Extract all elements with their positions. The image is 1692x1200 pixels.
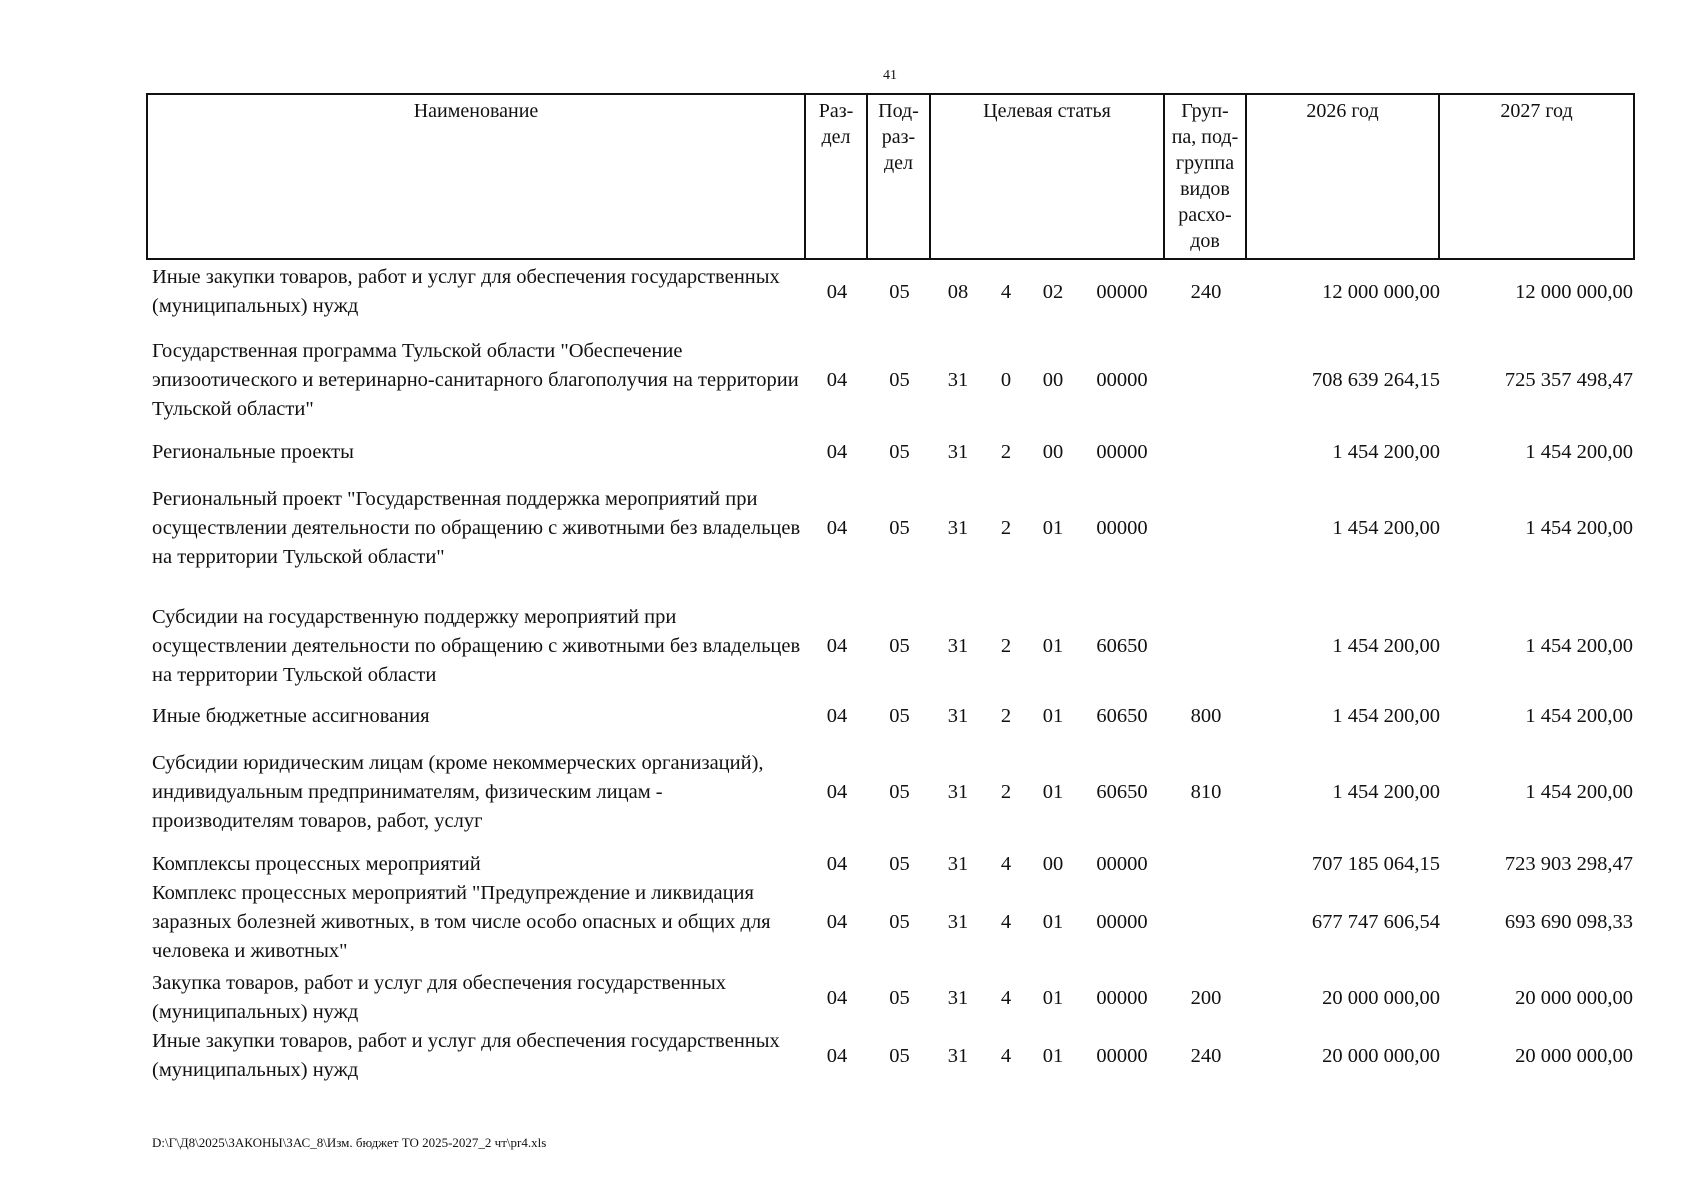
footer-file-path: D:\Г\Д8\2025\ЗАКОНЫ\ЗАС_8\Изм. бюджет ТО 2025-2027_2 чт\pr4.xls (152, 1135, 547, 1150)
row-target-2: 4 (1000, 280, 1012, 303)
header-name: Наименование (147, 94, 805, 259)
row-amount-2027: 1 454 200,00 (1525, 440, 1633, 463)
row-name: Иные бюджетные ассигнования (152, 704, 430, 727)
row-name: Региональный проект "Государственная поддержка мероприятий при осуществлении деятельности по обращению с животными без владельцев на территории Тульской области" (152, 487, 801, 568)
row-amount-2026: 12 000 000,00 (1322, 280, 1440, 303)
row-razdel: 04 (826, 368, 848, 391)
row-target-1: 31 (947, 1044, 969, 1067)
row-target-2: 2 (1000, 780, 1012, 803)
row-razdel: 04 (826, 280, 848, 303)
row-target-3: 00 (1042, 368, 1064, 391)
row-target-4: 60650 (1096, 780, 1148, 803)
row-amount-2027: 1 454 200,00 (1525, 780, 1633, 803)
row-group: 240 (1190, 280, 1222, 303)
row-razdel: 04 (826, 852, 848, 875)
row-amount-2026: 1 454 200,00 (1332, 704, 1440, 727)
row-podrazdel: 05 (889, 852, 910, 875)
row-target-4: 00000 (1096, 1044, 1148, 1067)
table-row (146, 336, 1633, 424)
row-target-4: 00000 (1096, 440, 1148, 463)
row-amount-2027: 20 000 000,00 (1515, 1044, 1633, 1067)
row-target-2: 0 (1000, 368, 1012, 391)
row-razdel: 04 (826, 1044, 848, 1067)
table-row (146, 262, 1633, 322)
row-target-4: 00000 (1096, 986, 1148, 1009)
row-target-1: 31 (947, 704, 969, 727)
row-target-4: 00000 (1096, 280, 1148, 303)
row-razdel: 04 (826, 516, 848, 539)
row-target-2: 2 (1000, 704, 1012, 727)
row-target-3: 01 (1042, 1044, 1064, 1067)
row-target-4: 00000 (1096, 910, 1148, 933)
row-podrazdel: 05 (889, 910, 910, 933)
row-target-2: 2 (1000, 516, 1012, 539)
row-amount-2026: 20 000 000,00 (1322, 986, 1440, 1009)
table-header (146, 93, 1635, 260)
row-target-4: 00000 (1096, 516, 1148, 539)
row-amount-2026: 1 454 200,00 (1332, 634, 1440, 657)
row-podrazdel: 05 (889, 280, 910, 303)
row-razdel: 04 (826, 634, 848, 657)
row-name: Иные закупки товаров, работ и услуг для обеспечения государственных (муниципальных) нужд (152, 1030, 780, 1081)
row-target-2: 4 (1000, 910, 1012, 933)
row-razdel: 04 (826, 910, 848, 933)
row-name: Иные закупки товаров, работ и услуг для обеспечения государственных (муниципальных) нужд (152, 266, 780, 317)
row-podrazdel: 05 (889, 516, 910, 539)
table-row (146, 748, 1633, 836)
row-group: 240 (1190, 1044, 1222, 1067)
table-row (146, 602, 1633, 690)
row-name: Субсидии юридическим лицам (кроме некоммерческих организаций), индивидуальным предпринимателям, физическим лицам - производителям товаров, работ, услуг (152, 751, 764, 832)
row-target-1: 31 (947, 852, 969, 875)
row-razdel: 04 (826, 704, 848, 727)
row-target-1: 31 (947, 516, 969, 539)
row-amount-2026: 707 185 064,15 (1311, 852, 1440, 875)
row-amount-2026: 1 454 200,00 (1332, 440, 1440, 463)
row-podrazdel: 05 (889, 986, 910, 1009)
row-target-3: 00 (1042, 852, 1064, 875)
row-target-2: 2 (1000, 634, 1012, 657)
row-target-1: 08 (947, 280, 969, 303)
row-target-4: 60650 (1096, 704, 1148, 727)
table-row (146, 1026, 1633, 1086)
table-row (146, 878, 1633, 966)
row-target-3: 02 (1042, 280, 1064, 303)
table-row (146, 700, 1633, 732)
row-target-1: 31 (947, 910, 969, 933)
header-razdel: Раз- дел (805, 94, 867, 259)
row-amount-2026: 1 454 200,00 (1332, 516, 1440, 539)
row-amount-2027: 1 454 200,00 (1525, 516, 1633, 539)
row-podrazdel: 05 (889, 1044, 910, 1067)
row-name: Государственная программа Тульской области "Обеспечение эпизоотического и ветеринарно-санитарного благополучия на территории Тульской области" (152, 339, 799, 420)
header-expense-group: Груп- па, под- группа видов расхо- дов (1164, 94, 1246, 259)
row-target-4: 00000 (1096, 368, 1148, 391)
row-target-2: 2 (1000, 440, 1012, 463)
table-row (146, 484, 1633, 572)
row-podrazdel: 05 (889, 780, 910, 803)
row-target-1: 31 (947, 634, 969, 657)
row-amount-2027: 1 454 200,00 (1525, 704, 1633, 727)
row-target-3: 01 (1042, 516, 1064, 539)
row-amount-2026: 708 639 264,15 (1311, 368, 1440, 391)
row-amount-2027: 723 903 298,47 (1504, 852, 1633, 875)
row-podrazdel: 05 (889, 634, 910, 657)
row-target-4: 00000 (1096, 852, 1148, 875)
row-target-2: 4 (1000, 986, 1012, 1009)
row-target-3: 01 (1042, 704, 1064, 727)
row-razdel: 04 (826, 986, 848, 1009)
row-group: 800 (1190, 704, 1222, 727)
header-podrazdel: Под- раз- дел (867, 94, 930, 259)
row-name: Комплекс процессных мероприятий "Предупреждение и ликвидация заразных болезней животных, в том числе особо опасных и общих для человека и животных" (152, 881, 771, 962)
row-target-3: 00 (1042, 440, 1064, 463)
row-amount-2027: 20 000 000,00 (1515, 986, 1633, 1009)
row-amount-2027: 693 690 098,33 (1504, 910, 1633, 933)
row-razdel: 04 (826, 440, 848, 463)
row-target-3: 01 (1042, 634, 1064, 657)
table-row (146, 436, 1633, 468)
row-razdel: 04 (826, 780, 848, 803)
row-target-1: 31 (947, 986, 969, 1009)
row-amount-2027: 725 357 498,47 (1504, 368, 1633, 391)
row-target-1: 31 (947, 368, 969, 391)
row-name: Региональные проекты (152, 440, 354, 463)
row-podrazdel: 05 (889, 704, 910, 727)
row-target-3: 01 (1042, 910, 1064, 933)
row-amount-2026: 1 454 200,00 (1332, 780, 1440, 803)
row-podrazdel: 05 (889, 368, 910, 391)
table-row (146, 968, 1633, 1028)
row-target-1: 31 (947, 780, 969, 803)
row-target-3: 01 (1042, 986, 1064, 1009)
table-row (146, 848, 1633, 880)
row-amount-2027: 12 000 000,00 (1515, 280, 1633, 303)
row-group: 200 (1190, 986, 1222, 1009)
row-amount-2026: 677 747 606,54 (1311, 910, 1440, 933)
row-group: 810 (1190, 780, 1222, 803)
header-year-2027: 2027 год (1439, 94, 1634, 259)
row-target-4: 60650 (1096, 634, 1148, 657)
row-amount-2027: 1 454 200,00 (1525, 634, 1633, 657)
header-year-2026: 2026 год (1246, 94, 1439, 259)
page-number: 41 (883, 68, 897, 83)
row-target-1: 31 (947, 440, 969, 463)
row-target-3: 01 (1042, 780, 1064, 803)
header-target-article: Целевая статья (930, 94, 1164, 259)
row-name: Закупка товаров, работ и услуг для обеспечения государственных (муниципальных) нужд (152, 972, 727, 1023)
row-podrazdel: 05 (889, 440, 910, 463)
row-target-2: 4 (1000, 852, 1012, 875)
row-name: Субсидии на государственную поддержку мероприятий при осуществлении деятельности по обращению с животными без владельцев на территории Тульской области (152, 605, 801, 686)
row-amount-2026: 20 000 000,00 (1322, 1044, 1440, 1067)
row-target-2: 4 (1000, 1044, 1012, 1067)
row-name: Комплексы процессных мероприятий (152, 852, 481, 875)
